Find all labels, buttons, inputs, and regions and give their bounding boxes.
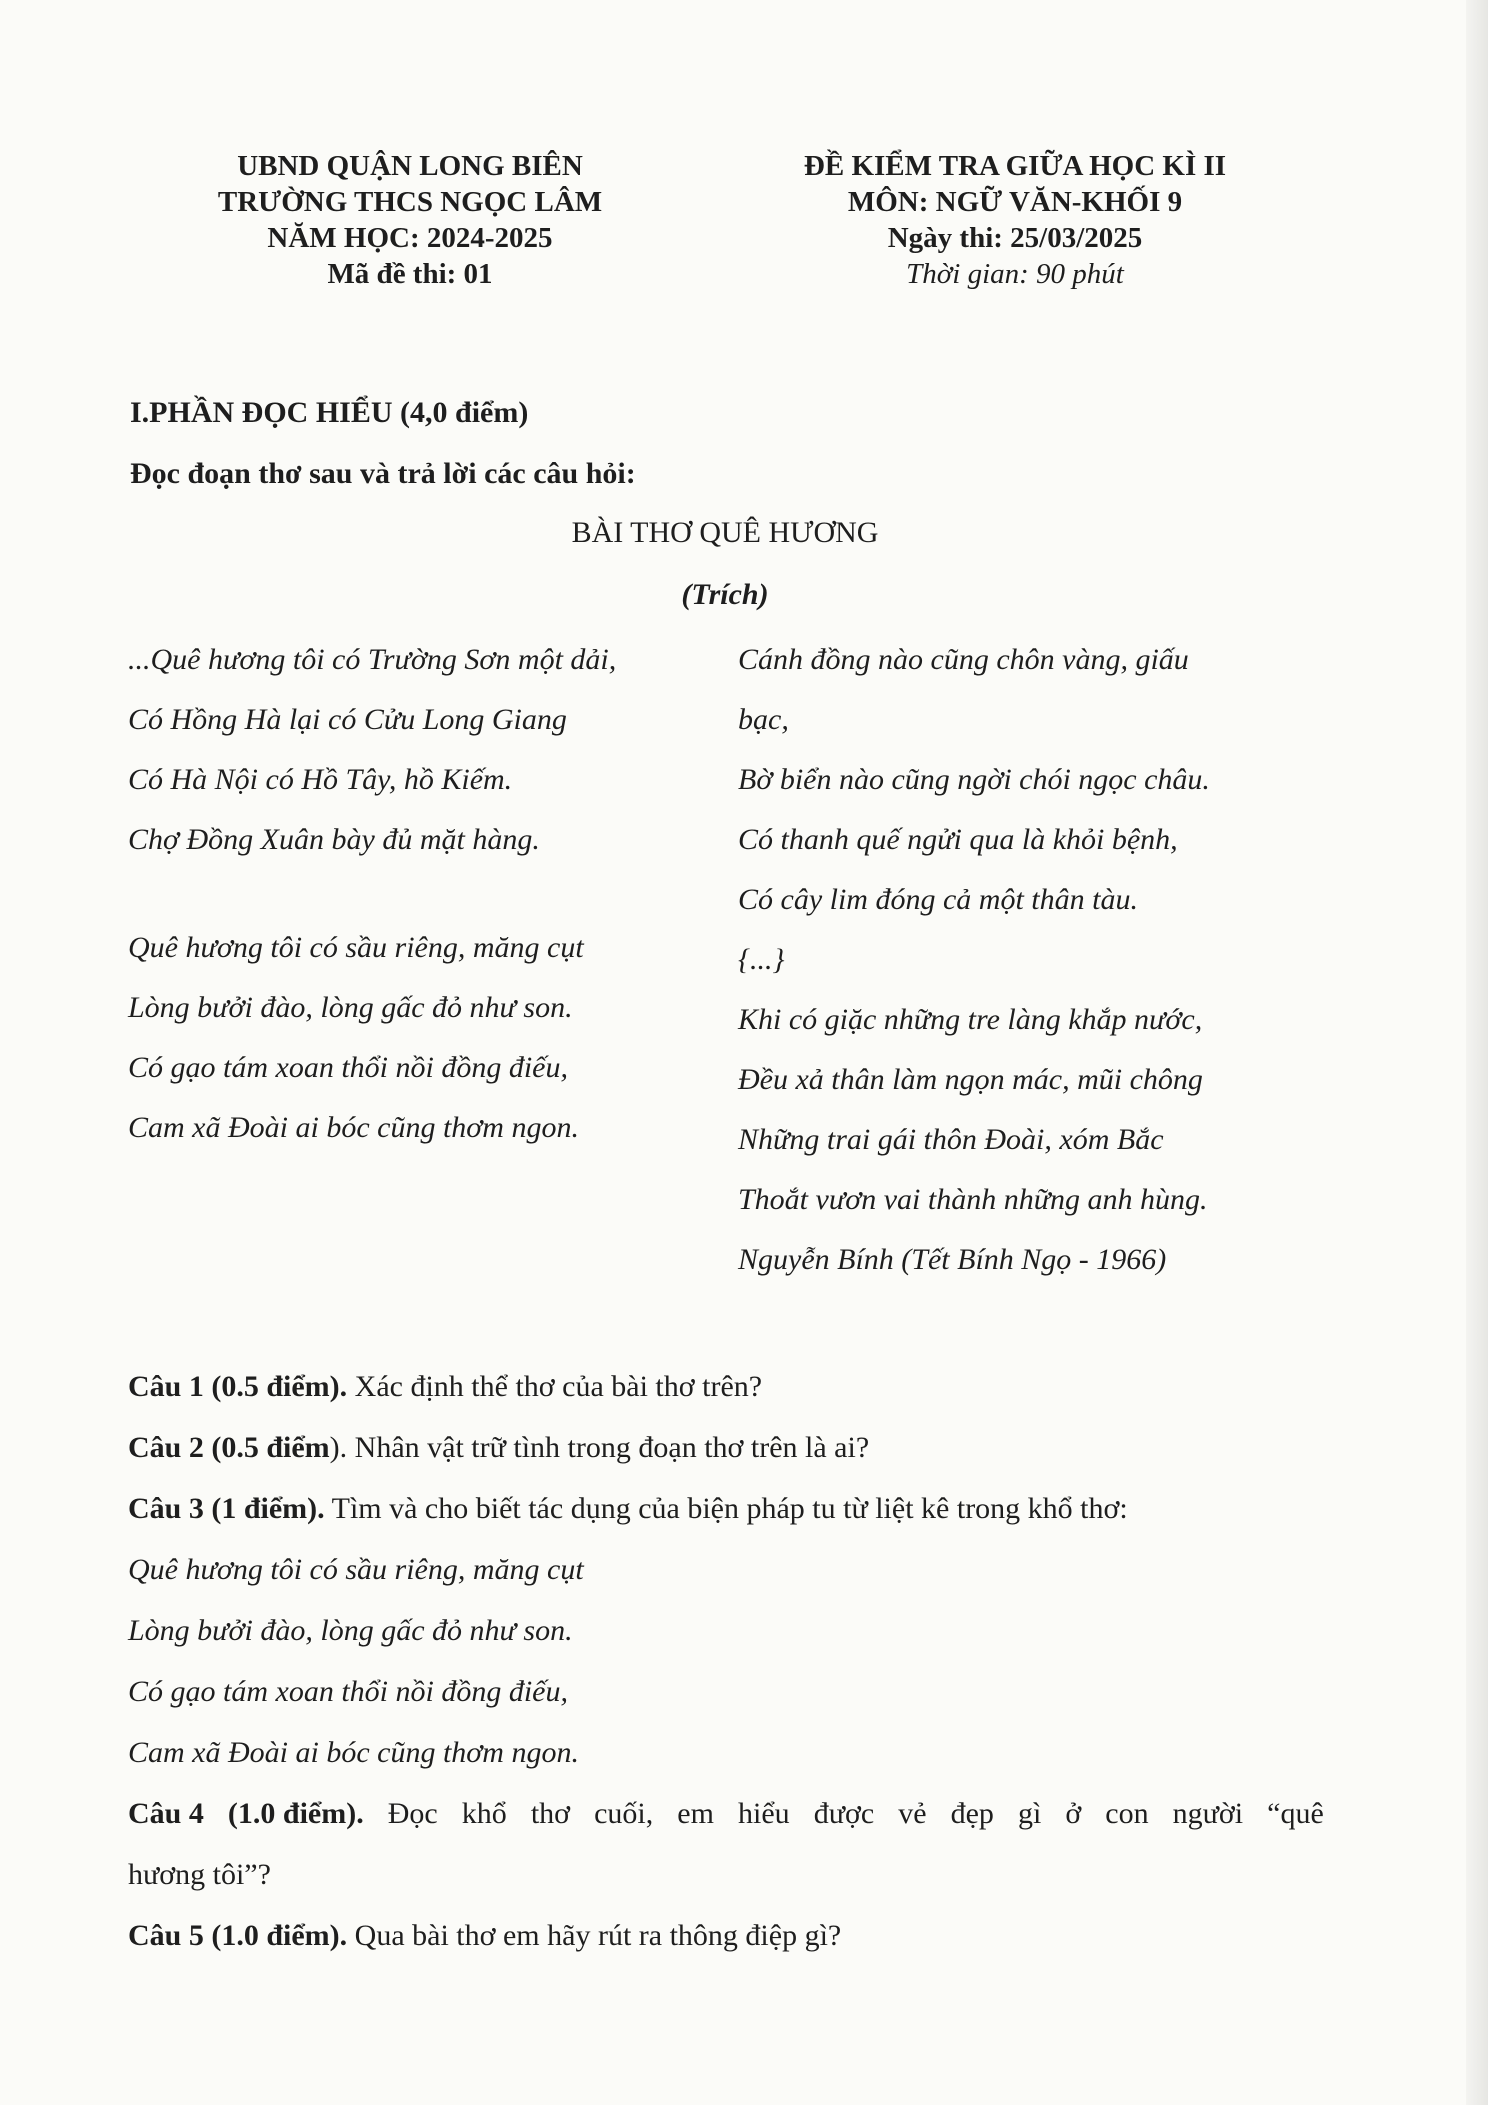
- question-label: Câu 4: [128, 1797, 204, 1830]
- question-1: [128, 1356, 1324, 1417]
- poem-line: Thoắt vươn vai thành những anh hùng.: [738, 1183, 1208, 1216]
- school-name: TRƯỜNG THCS NGỌC LÂM: [217, 186, 603, 218]
- question-5: [128, 1905, 1324, 1966]
- question-text: Tìm và cho biết tác dụng của biện pháp tu từ liệt kê trong khổ thơ:: [324, 1492, 1128, 1525]
- district-name: UBND QUẬN LONG BIÊN: [237, 150, 583, 182]
- question-word: hiểu: [738, 1797, 790, 1830]
- poem-line: Khi có giặc những tre làng khắp nước,: [738, 1003, 1203, 1036]
- poem-line: Quê hương tôi có sầu riêng, măng cụt: [128, 931, 584, 964]
- question-text: ). Nhân vật trữ tình trong đoạn thơ trên là ai?: [329, 1431, 870, 1464]
- section-instruction: Đọc đoạn thơ sau và trả lời các câu hỏi:: [130, 457, 636, 490]
- question-word: khổ: [461, 1797, 507, 1830]
- question-word: em: [677, 1797, 714, 1830]
- question-word: cuối,: [594, 1797, 654, 1830]
- poem-line: Có gạo tám xoan thổi nồi đồng điếu,: [128, 1051, 568, 1084]
- school-year: NĂM HỌC: 2024-2025: [267, 222, 553, 254]
- question-word: con: [1105, 1797, 1149, 1830]
- quoted-line: Lòng bưởi đào, lòng gấc đỏ như son.: [128, 1614, 573, 1647]
- question-label: Câu 2 (0.5 điểm: [128, 1431, 330, 1464]
- question-word: Đọc: [387, 1797, 438, 1830]
- question-points: (1.0 điểm).: [227, 1797, 364, 1830]
- question-text: Xác định thể thơ của bài thơ trên?: [347, 1370, 763, 1403]
- poem-subtitle: (Trích): [681, 578, 769, 611]
- question-word: gì: [1017, 1797, 1042, 1830]
- poem-line: Cam xã Đoài ai bóc cũng thơm ngon.: [128, 1111, 579, 1144]
- question-label: Câu 1 (0.5 điểm).: [128, 1370, 348, 1403]
- poem-line: bạc,: [738, 703, 789, 736]
- school-info: [160, 148, 660, 292]
- poem-source: Nguyễn Bính (Tết Bính Ngọ - 1966): [738, 1243, 1167, 1276]
- question-word: được: [813, 1797, 875, 1830]
- section-heading: I.PHẦN ĐỌC HIỂU (4,0 điểm): [130, 396, 529, 429]
- poem-line: Bờ biển nào cũng ngời chói ngọc châu.: [738, 763, 1210, 796]
- poem-line: Có Hà Nội có Hồ Tây, hồ Kiếm.: [128, 763, 513, 796]
- poem-line: Đều xả thân làm ngọn mác, mũi chông: [738, 1063, 1203, 1096]
- question-4-continuation: hương tôi”?: [128, 1858, 271, 1891]
- poem-line: Lòng bưởi đào, lòng gấc đỏ như son.: [128, 991, 573, 1024]
- poem-line: Có cây lim đóng cả một thân tàu.: [738, 883, 1138, 916]
- exam-title: ĐỀ KIỂM TRA GIỮA HỌC KÌ II: [803, 150, 1227, 182]
- question-3: [128, 1478, 1324, 1539]
- page-edge-shadow: [1466, 0, 1488, 2105]
- stanza-gap: [128, 870, 616, 918]
- question-word: đẹp: [950, 1797, 994, 1830]
- question-word: người: [1172, 1797, 1244, 1830]
- question-text: Qua bài thơ em hãy rút ra thông điệp gì?: [347, 1919, 842, 1952]
- poem-line: ...Quê hương tôi có Trường Sơn một dải,: [128, 643, 617, 676]
- exam-subject: MÔN: NGỮ VĂN-KHỐI 9: [847, 186, 1183, 218]
- poem-line: Chợ Đồng Xuân bày đủ mặt hàng.: [128, 823, 540, 856]
- questions-section: [128, 1356, 1324, 1966]
- exam-duration: Thời gian: 90 phút: [906, 258, 1124, 290]
- question-label: Câu 5 (1.0 điểm).: [128, 1919, 348, 1952]
- exam-code: Mã đề thi: 01: [327, 258, 493, 290]
- quoted-line: Quê hương tôi có sầu riêng, măng cụt: [128, 1553, 584, 1586]
- question-label: Câu 3 (1 điểm).: [128, 1492, 325, 1525]
- poem-line: {...}: [738, 943, 785, 976]
- poem-line: Có thanh quế ngửi qua là khỏi bệnh,: [738, 823, 1178, 856]
- quoted-line: Có gạo tám xoan thổi nồi đồng điếu,: [128, 1675, 568, 1708]
- poem-line: Những trai gái thôn Đoài, xóm Bắc: [738, 1123, 1164, 1156]
- question-word: “quê: [1267, 1797, 1324, 1830]
- poem-left-column: [128, 630, 616, 1158]
- question-word: vẻ: [898, 1797, 927, 1830]
- quoted-line: Cam xã Đoài ai bóc cũng thơm ngon.: [128, 1736, 579, 1769]
- question-word: thơ: [530, 1797, 571, 1830]
- poem-right-column: [738, 630, 1210, 1290]
- exam-date: Ngày thi: 25/03/2025: [887, 222, 1143, 254]
- question-4: [128, 1783, 1324, 1844]
- exam-info: [760, 148, 1270, 292]
- poem-line: Có Hồng Hà lại có Cửu Long Giang: [128, 703, 567, 736]
- question-2: [128, 1417, 1324, 1478]
- poem-line: Cánh đồng nào cũng chôn vàng, giấu: [738, 643, 1189, 676]
- poem-title: BÀI THƠ QUÊ HƯƠNG: [571, 516, 879, 549]
- question-word: ở: [1065, 1797, 1082, 1830]
